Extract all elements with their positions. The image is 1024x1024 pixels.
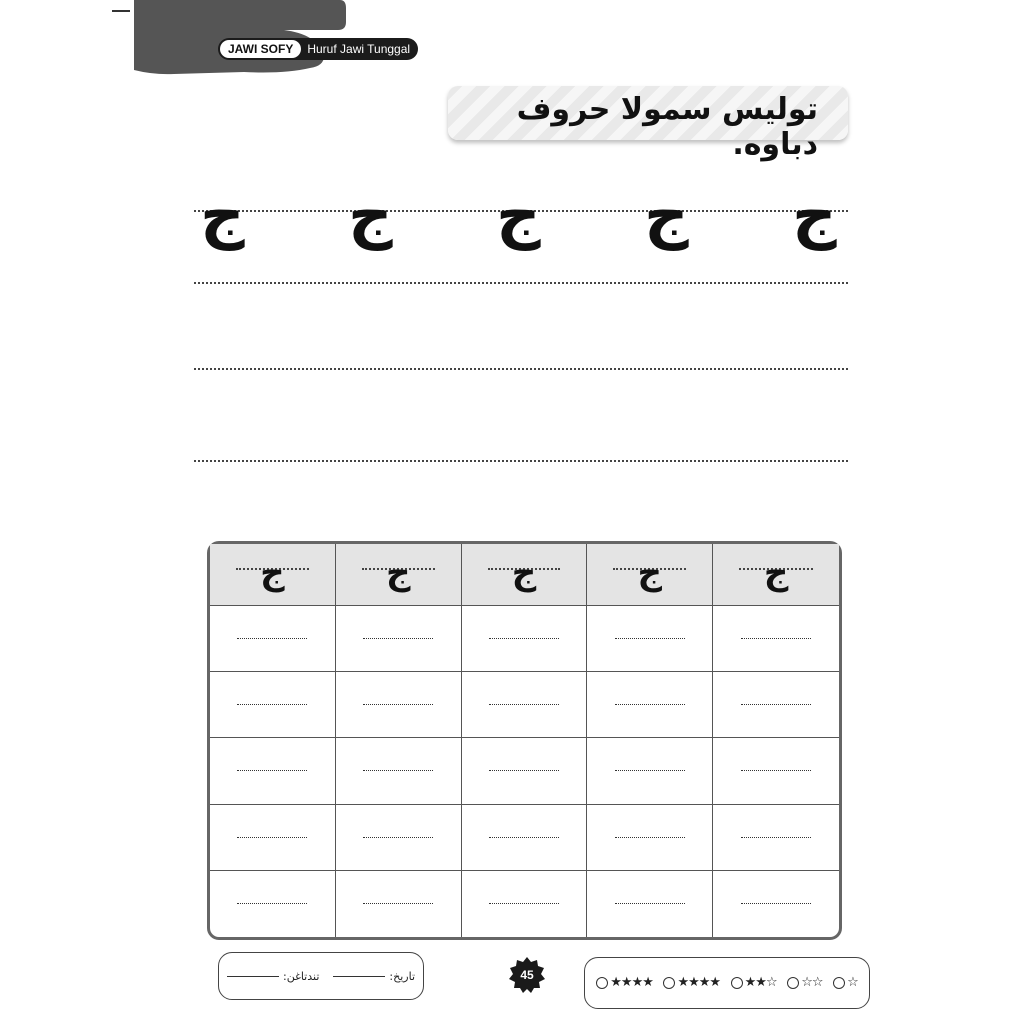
- rating-circle-icon[interactable]: [833, 977, 845, 989]
- instruction-text: توليس سمولا حروف دباوه.: [516, 92, 818, 162]
- instruction-banner: [448, 86, 848, 162]
- writing-cell[interactable]: [587, 871, 713, 937]
- table-header-cell: [210, 544, 336, 606]
- writing-cell[interactable]: [336, 871, 462, 937]
- stars-icon: ★★★★: [610, 975, 653, 990]
- header-letter: ج: [763, 552, 789, 593]
- writing-cell[interactable]: [587, 606, 713, 672]
- brand-pill: [218, 38, 418, 60]
- header-letter: ج: [637, 552, 663, 593]
- table-header-cell: [587, 544, 713, 606]
- date-signature-box: [218, 952, 424, 1000]
- writing-cell[interactable]: [462, 871, 588, 937]
- page-number: 45: [520, 968, 534, 982]
- writing-cell[interactable]: [587, 672, 713, 738]
- brand-subtitle: Huruf Jawi Tunggal: [307, 42, 411, 56]
- writing-cell[interactable]: [713, 871, 839, 937]
- date-field[interactable]: [333, 970, 415, 983]
- writing-cell[interactable]: [587, 738, 713, 804]
- writing-cell[interactable]: [462, 805, 588, 871]
- writing-line-1[interactable]: [194, 282, 848, 284]
- writing-cell[interactable]: [210, 738, 336, 804]
- writing-cell[interactable]: [713, 805, 839, 871]
- header-letter: ج: [385, 552, 411, 593]
- writing-cell[interactable]: [462, 672, 588, 738]
- rating-circle-icon[interactable]: [663, 977, 675, 989]
- date-label: تاريخ:: [389, 969, 415, 983]
- rating-option[interactable]: [663, 977, 720, 989]
- writing-line-2[interactable]: [194, 368, 848, 370]
- writing-cell[interactable]: [713, 738, 839, 804]
- date-blank[interactable]: [333, 975, 385, 977]
- table-header-cell: [713, 544, 839, 606]
- signature-label: تندتاغن:: [283, 969, 320, 983]
- page-number-badge: [508, 956, 546, 994]
- writing-cell[interactable]: [210, 606, 336, 672]
- rating-option[interactable]: [833, 977, 858, 989]
- brand-name: JAWI SOFY: [220, 40, 301, 58]
- signature-field[interactable]: [227, 970, 319, 983]
- trace-letter: ج: [792, 178, 837, 251]
- header-letter: ج: [511, 552, 537, 593]
- stars-icon: ☆: [847, 975, 858, 990]
- writing-cell[interactable]: [462, 606, 588, 672]
- writing-cell[interactable]: [462, 738, 588, 804]
- stars-icon: ☆☆: [801, 975, 823, 990]
- rating-option[interactable]: [731, 977, 777, 989]
- writing-cell[interactable]: [210, 672, 336, 738]
- writing-line-3[interactable]: [194, 460, 848, 462]
- trace-letter: ج: [200, 178, 245, 251]
- stars-icon: ★★☆: [744, 975, 777, 990]
- writing-cell[interactable]: [336, 738, 462, 804]
- stars-icon: ★★★★: [677, 975, 721, 990]
- writing-cell[interactable]: [587, 805, 713, 871]
- writing-cell[interactable]: [713, 606, 839, 672]
- rating-option[interactable]: [596, 977, 653, 989]
- practice-table: [207, 541, 842, 940]
- rating-box: [584, 957, 870, 1009]
- table-header-cell: [462, 544, 588, 606]
- writing-cell[interactable]: [210, 871, 336, 937]
- top-rule: [112, 10, 130, 12]
- rating-circle-icon[interactable]: [787, 977, 799, 989]
- table-header-cell: [336, 544, 462, 606]
- writing-cell[interactable]: [336, 672, 462, 738]
- trace-letter: ج: [644, 178, 689, 251]
- writing-cell[interactable]: [210, 805, 336, 871]
- trace-letter: ج: [496, 178, 541, 251]
- header-letter: ج: [260, 552, 285, 593]
- tracing-row: [194, 178, 848, 258]
- rating-option[interactable]: [787, 977, 822, 989]
- trace-letter: ج: [348, 178, 393, 251]
- writing-cell[interactable]: [713, 672, 839, 738]
- rating-circle-icon[interactable]: [596, 977, 608, 989]
- rating-circle-icon[interactable]: [731, 977, 743, 989]
- writing-cell[interactable]: [336, 805, 462, 871]
- writing-cell[interactable]: [336, 606, 462, 672]
- signature-blank[interactable]: [227, 975, 279, 977]
